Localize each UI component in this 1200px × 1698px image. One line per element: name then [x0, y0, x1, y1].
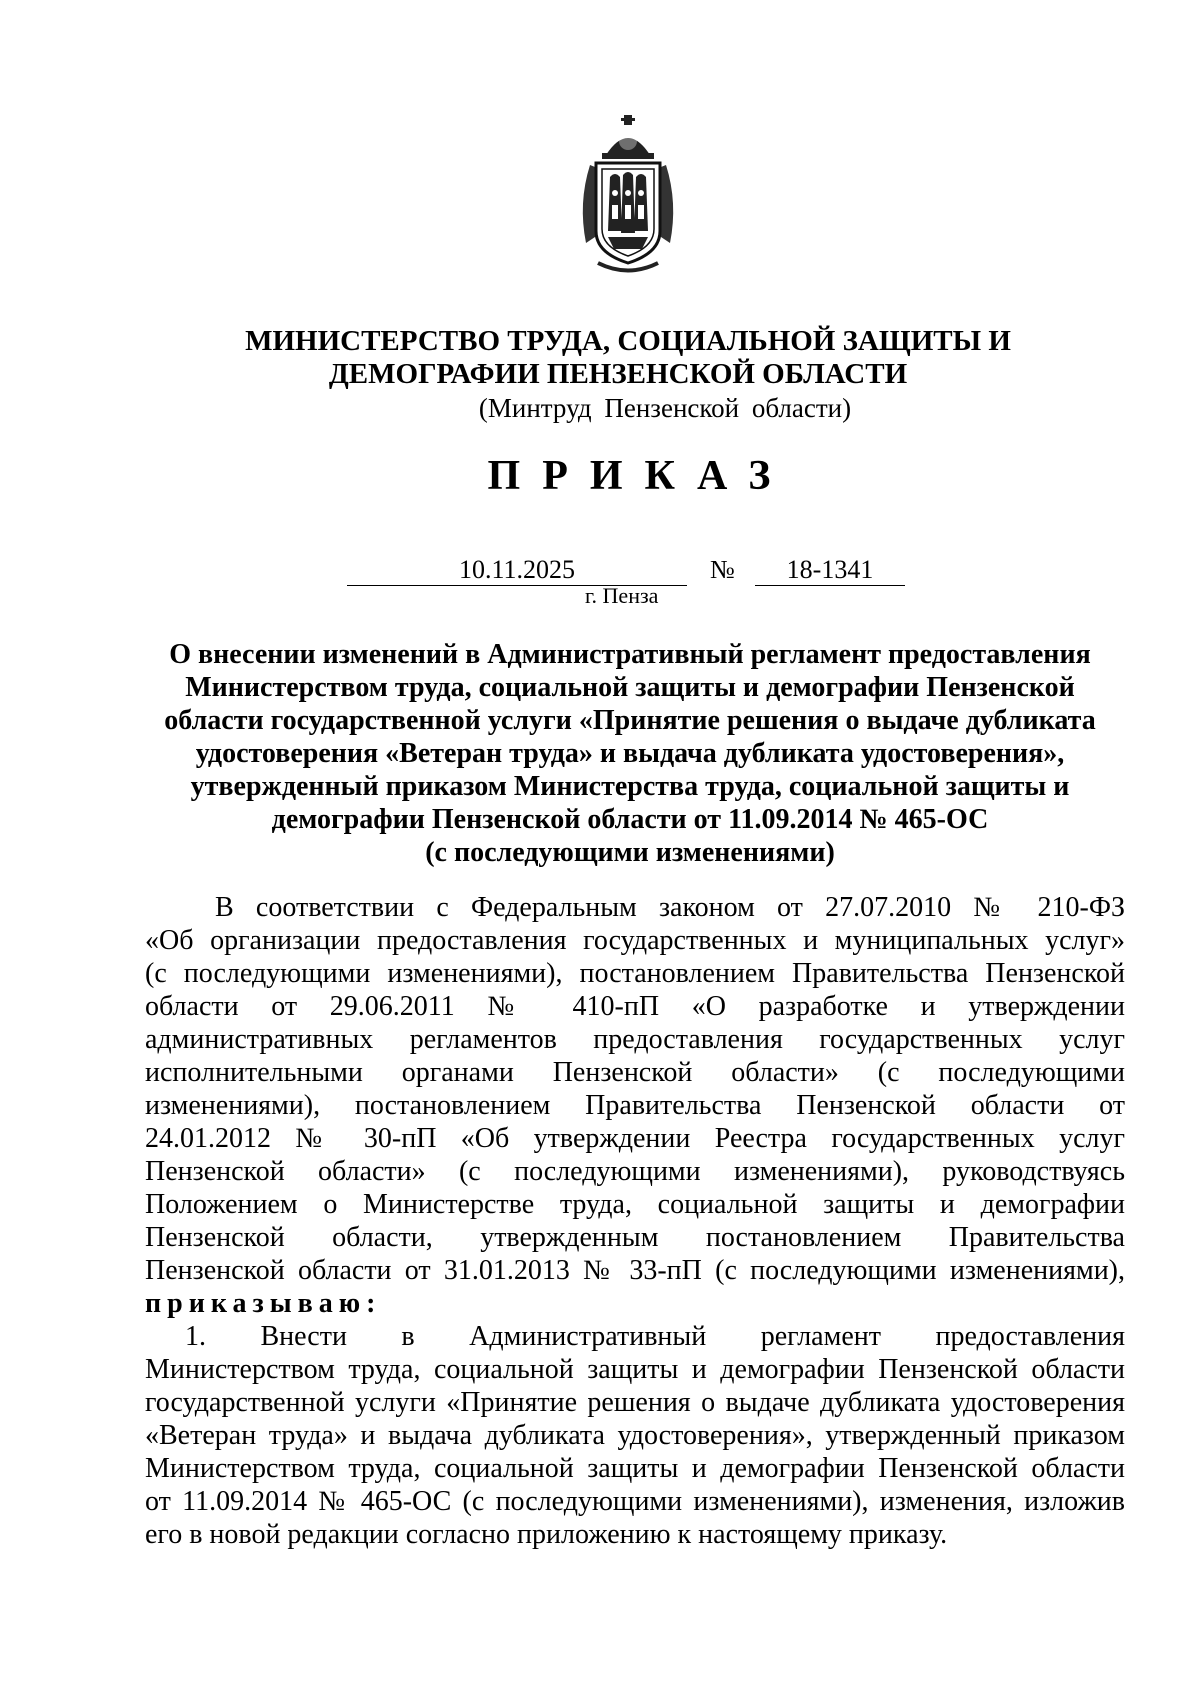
subject-line: утвержденный приказом Министерства труда, социальной защиты и	[190, 771, 1070, 802]
decree-word: приказываю:	[145, 1288, 382, 1319]
item-line: его в новой редакции согласно приложению к настоящему приказу.	[145, 1519, 948, 1550]
preamble-line: области от 29.06.2011 № 410-пП «О разработке и утверждении	[145, 991, 1125, 1022]
item-line: государственной услуги «Принятие решения о выдаче дубликата удостоверения	[145, 1387, 1125, 1418]
subject-line: (с последующими изменениями)	[425, 837, 835, 868]
order-subject	[140, 638, 1120, 869]
item-line: Министерством труда, социальной защиты и демографии Пензенской области	[145, 1354, 1125, 1385]
subject-line: удостоверения «Ветеран труда» и выдача дубликата удостоверения»,	[195, 738, 1065, 769]
item-line: от 11.09.2014 № 465-ОС (с последующими изменениями), изменения, изложив	[145, 1486, 1125, 1517]
number-sign: №	[710, 555, 735, 584]
preamble-line: административных регламентов предоставления государственных услуг	[145, 1024, 1125, 1055]
order-city: г. Пенза	[585, 583, 659, 608]
ministry-name-line1: МИНИСТЕРСТВО ТРУДА, СОЦИАЛЬНОЙ ЗАЩИТЫ И	[245, 325, 1011, 357]
preamble-line: 24.01.2012 № 30-пП «Об утверждении Реестра государственных услуг	[145, 1123, 1125, 1154]
penza-coat-of-arms-icon	[568, 113, 688, 273]
preamble-line: Пензенской области от 31.01.2013 № 33-пП (с последующими изменениями),	[145, 1255, 1125, 1286]
item-line: «Ветеран труда» и выдача дубликата удостоверения», утвержденный приказом	[145, 1420, 1125, 1451]
ministry-short-name: (Минтруд Пензенской области)	[478, 393, 852, 423]
preamble-line: Пензенской области, утвержденным постановлением Правительства	[145, 1222, 1125, 1253]
preamble-line: (с последующими изменениями), постановлением Правительства Пензенской	[145, 958, 1125, 989]
order-date: 10.11.2025	[347, 555, 687, 586]
subject-line: области государственной услуги «Принятие решения о выдаче дубликата	[164, 705, 1096, 736]
order-number: 18-1341	[755, 555, 905, 586]
preamble-line: «Об организации предоставления государственных и муниципальных услуг»	[145, 925, 1125, 956]
preamble-line: Положением о Министерстве труда, социальной защиты и демографии	[145, 1189, 1125, 1220]
item-1-paragraph	[145, 1320, 1125, 1551]
preamble-line: Пензенской области» (с последующими изменениями), руководствуясь	[145, 1156, 1125, 1187]
item-line: Министерством труда, социальной защиты и демографии Пензенской области	[145, 1453, 1125, 1484]
subject-line: Министерством труда, социальной защиты и демографии Пензенской	[185, 672, 1075, 703]
preamble-line: исполнительными органами Пензенской области» (с последующими	[145, 1057, 1125, 1088]
item-line: 1. Внести в Административный регламент предоставления	[185, 1321, 1125, 1352]
order-title: ПРИКАЗ	[487, 453, 793, 499]
preamble-line: изменениями), постановлением Правительства Пензенской области от	[145, 1090, 1125, 1121]
subject-line: демографии Пензенской области от 11.09.2014 № 465-ОС	[271, 804, 989, 835]
preamble-line: В соответствии с Федеральным законом от 27.07.2010 № 210-ФЗ	[215, 892, 1125, 923]
subject-line: О внесении изменений в Административный регламент предоставления	[169, 639, 1091, 670]
ministry-name-line2: ДЕМОГРАФИИ ПЕНЗЕНСКОЙ ОБЛАСТИ	[328, 358, 908, 390]
preamble-paragraph	[145, 891, 1125, 1320]
